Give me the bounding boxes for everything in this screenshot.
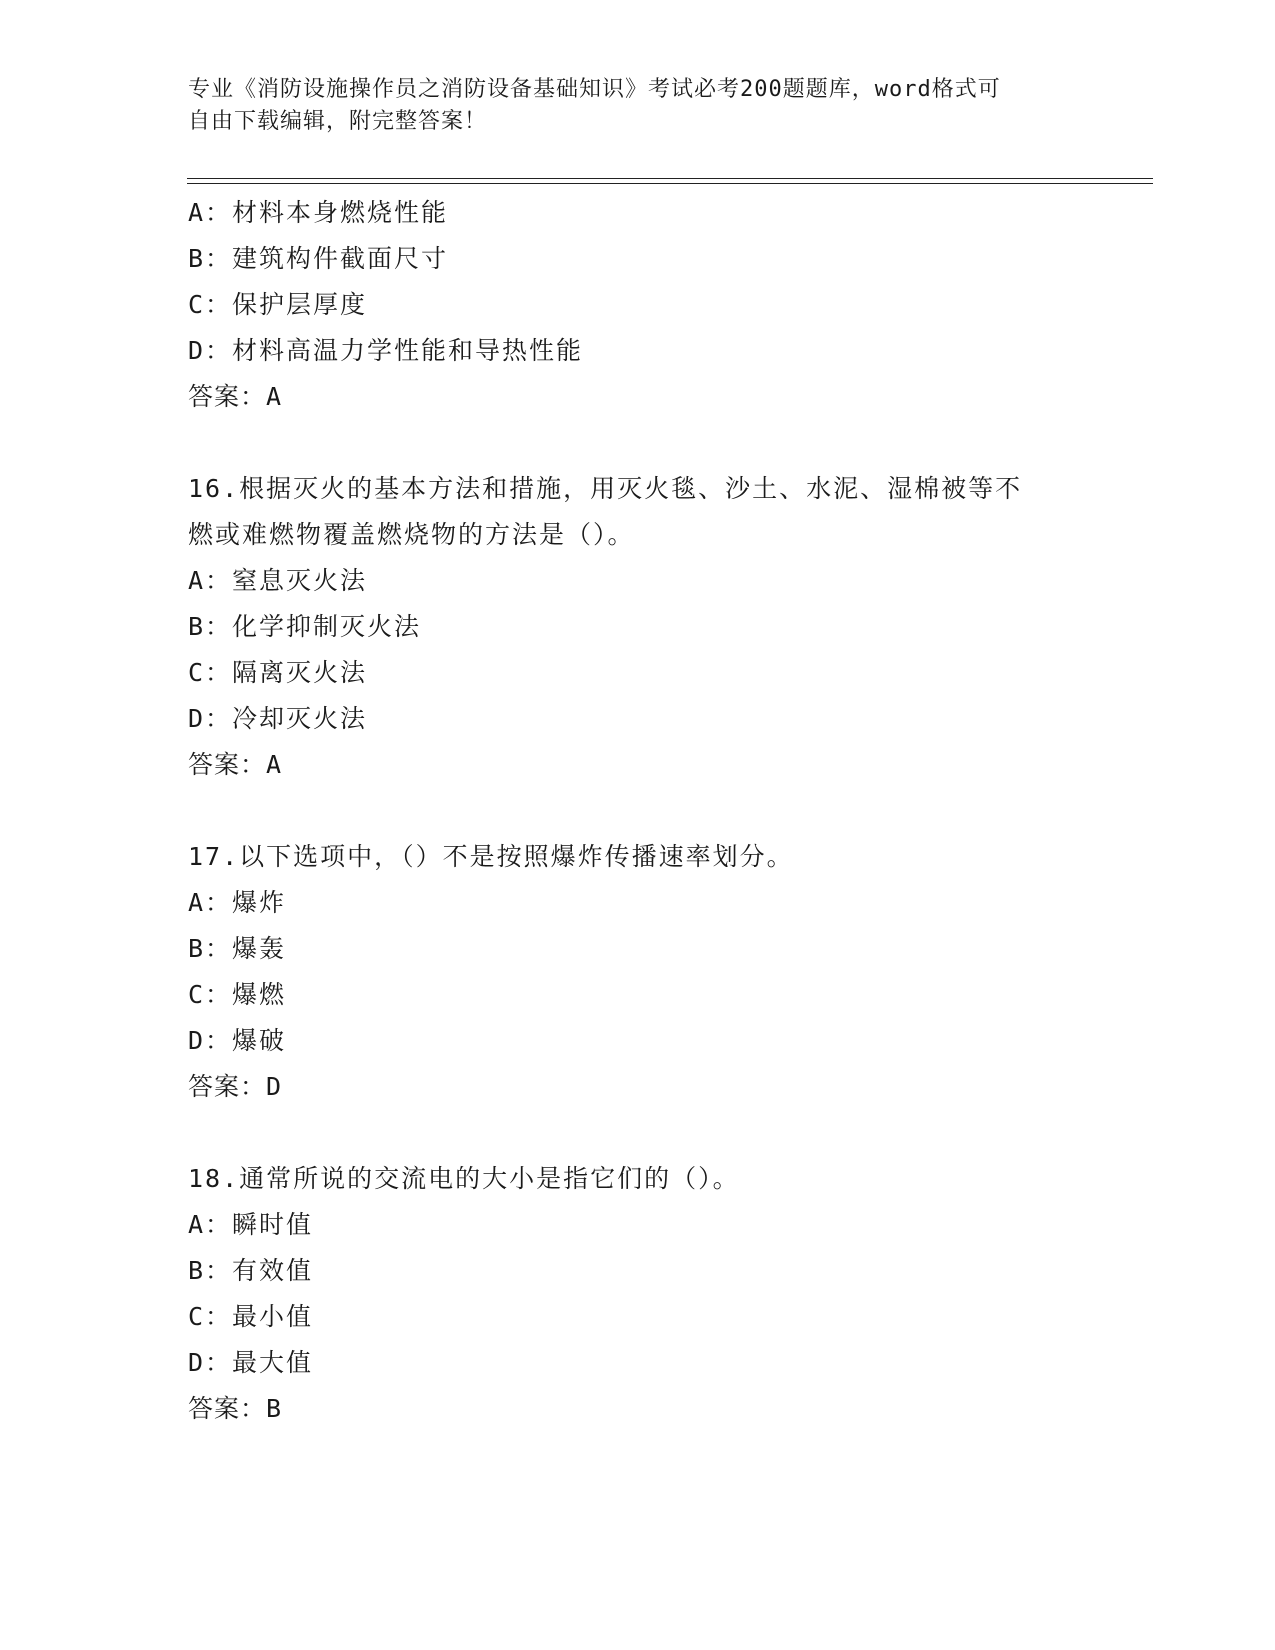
spacer (188, 788, 1088, 834)
option-c: C：最小值 (188, 1302, 314, 1331)
answer-line: 答案：A (188, 750, 283, 779)
answer-line: 答案：B (188, 1394, 283, 1423)
answer-line: 答案：A (188, 382, 283, 411)
option-a: A：材料本身燃烧性能 (188, 198, 449, 227)
question-stem: 16.根据灭火的基本方法和措施，用灭火毯、沙土、水泥、湿棉被等不 (188, 474, 1023, 503)
option-d: D：最大值 (188, 1348, 314, 1377)
header-title-line2: 自由下载编辑，附完整答案！ (188, 109, 488, 134)
spacer (188, 1110, 1088, 1156)
question-stem: 17.以下选项中，（）不是按照爆炸传播速率划分。 (188, 842, 794, 871)
question-list (188, 190, 1088, 1432)
option-b: B：建筑构件截面尺寸 (188, 244, 449, 273)
option-c: C：隔离灭火法 (188, 658, 368, 687)
option-a: A：爆炸 (188, 888, 287, 917)
question-17 (188, 834, 1088, 1110)
option-d: D：爆破 (188, 1026, 287, 1055)
option-c: C：保护层厚度 (188, 290, 368, 319)
question-18 (188, 1156, 1088, 1432)
question-15 (188, 190, 1088, 420)
option-a: A：窒息灭火法 (188, 566, 368, 595)
option-c: C：爆燃 (188, 980, 287, 1009)
header-rule-bottom (187, 183, 1153, 184)
option-d: D：材料高温力学性能和导热性能 (188, 336, 584, 365)
document-header (188, 74, 1068, 138)
spacer (188, 420, 1088, 466)
option-b: B：爆轰 (188, 934, 287, 963)
option-d: D：冷却灭火法 (188, 704, 368, 733)
question-stem-continued: 燃或难燃物覆盖燃烧物的方法是（）。 (188, 520, 635, 549)
question-stem: 18.通常所说的交流电的大小是指它们的（）。 (188, 1164, 740, 1193)
header-rule-top (187, 178, 1153, 179)
option-b: B：有效值 (188, 1256, 314, 1285)
header-title-line1: 专业《消防设施操作员之消防设备基础知识》考试必考200题题库，word格式可 (188, 77, 1001, 102)
question-16 (188, 466, 1088, 788)
option-a: A：瞬时值 (188, 1210, 314, 1239)
answer-line: 答案：D (188, 1072, 283, 1101)
option-b: B：化学抑制灭火法 (188, 612, 422, 641)
